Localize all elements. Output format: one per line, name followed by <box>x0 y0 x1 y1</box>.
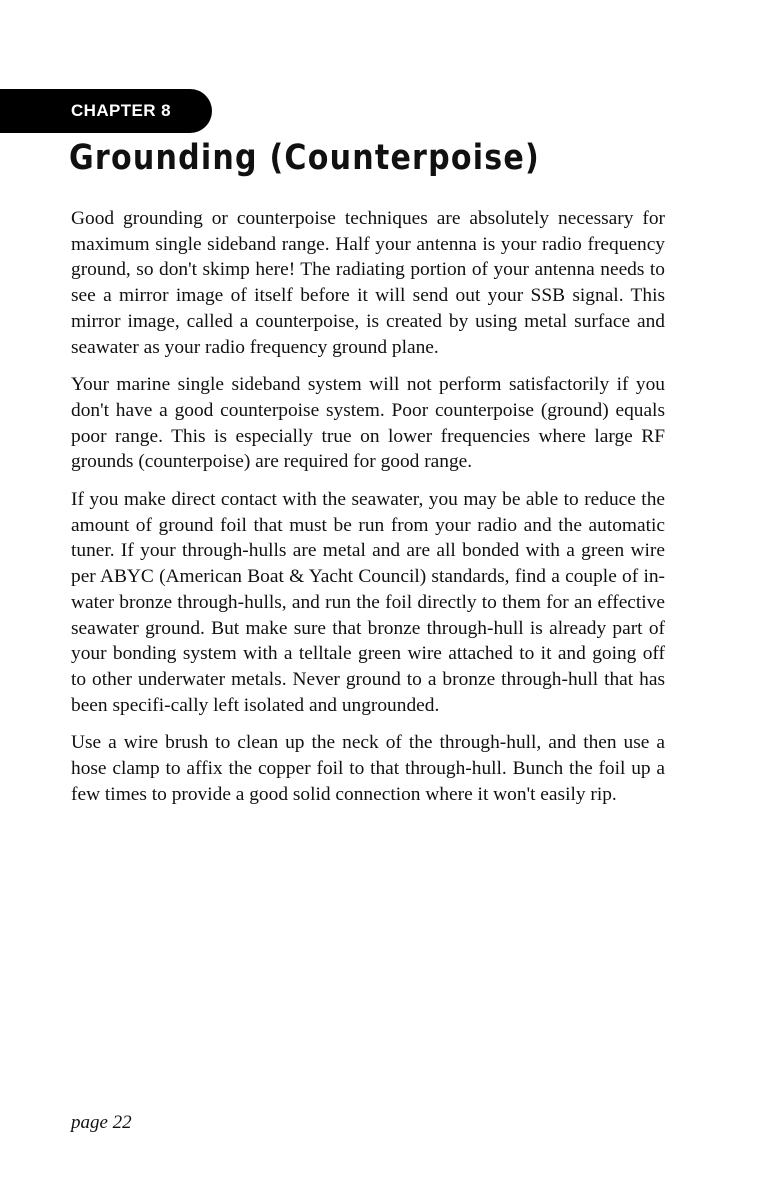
page-title: Grounding (Counterpoise) <box>69 138 540 178</box>
body-text <box>71 206 665 819</box>
paragraph-3: If you make direct contact with the seawater, you may be able to reduce the amount of ground foil that must be run from your radio and the automatic tuner. If your through-hulls are metal and are all bonded with a green wire per ABYC (American Boat & Yacht Council) standards, find a couple of in-water bronze through-hulls, and run the foil directly to them for an effective seawater ground. But make sure that bronze through-hull is already part of your bonding system with a telltale green wire attached to it and going off to other underwater metals. Never ground to a bronze through-hull that has been specifi-cally left isolated and ungrounded. <box>71 489 665 716</box>
paragraph-1: Good grounding or counterpoise techniques are absolutely necessary for maximum single sideband range. Half your antenna is your radio frequency ground, so don't skimp here! The radiating portion of your antenna needs to see a mirror image of itself before it will send out your SSB signal. This mirror image, called a counterpoise, is created by using metal surface and seawater as your radio frequency ground plane. <box>71 208 665 358</box>
paragraph-2: Your marine single sideband system will not perform satisfactorily if you don't have a good counterpoise system. Poor counterpoise (ground) equals poor range. This is especially true on lower frequencies where large RF grounds (counterpoise) are required for good range. <box>71 374 665 473</box>
paragraph-4: Use a wire brush to clean up the neck of the through-hull, and then use a hose clamp to affix the copper foil to that through-hull. Bunch the foil up a few times to provide a good solid connection where it won't easily rip. <box>71 732 665 805</box>
chapter-label: CHAPTER 8 <box>71 101 171 120</box>
page-number: page 22 <box>71 1112 132 1133</box>
chapter-tab <box>0 89 212 133</box>
